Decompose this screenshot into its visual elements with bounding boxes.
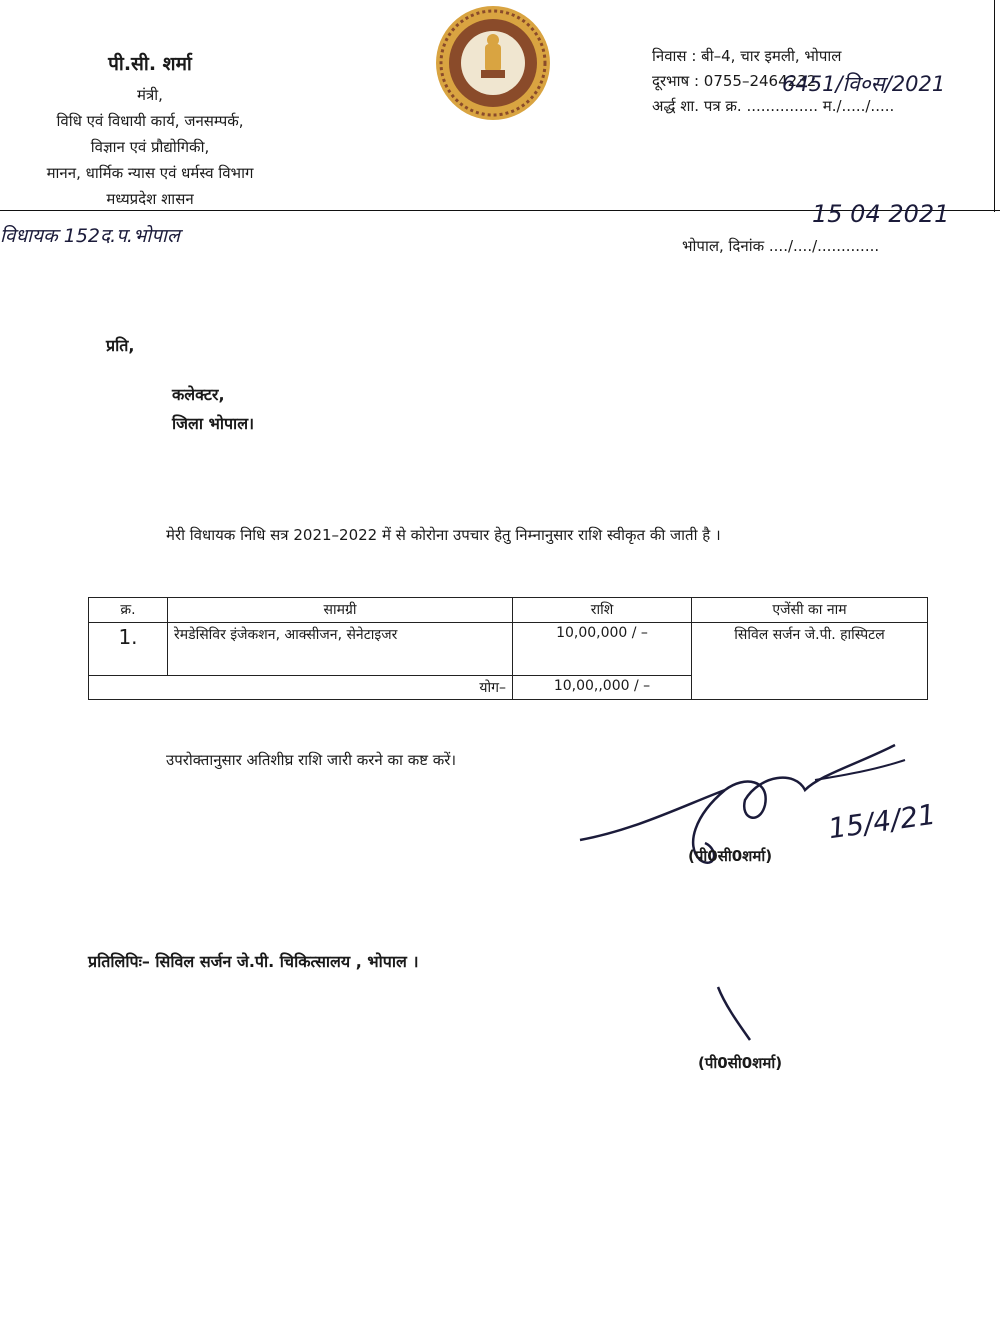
header-edge-line (994, 0, 995, 212)
body-paragraph: मेरी विधायक निधि सत्र 2021–2022 में से कोरोना उपचार हेतु निम्नानुसार राशि स्वीकृत की जाती है । (166, 526, 721, 544)
place-date: भोपाल, दिनांक ..../..../............. (682, 237, 880, 255)
header-sno: क्र. (89, 598, 168, 623)
handwritten-date: 15 04 2021 (812, 200, 950, 228)
row-sno: 1. (89, 623, 168, 676)
header-amount: राशि (513, 598, 692, 623)
sender-name: पी.सी. शर्मा (108, 53, 192, 75)
sender-block (0, 50, 300, 212)
recipient-prefix: प्रति, (106, 336, 135, 355)
signatory-name: (पी0सी0शर्मा) (688, 847, 773, 865)
copy-signatory-name: (पी0सी0शर्मा) (698, 1054, 783, 1072)
request-line: उपरोक्तानुसार अतिशीघ्र राशि जारी करने का कष्ट करें। (166, 751, 457, 769)
header-item: सामग्री (168, 598, 513, 623)
copy-to-line: प्रतिलिपिः– सिविल सर्जन जे.पी. चिकित्सालय , भोपाल । (88, 952, 419, 971)
row-agency: सिविल सर्जन जे.पी. हास्पिटल (692, 623, 928, 700)
sanction-table (88, 597, 928, 700)
state-emblem-icon (433, 4, 553, 122)
signature-date: 15/4/21 (826, 797, 938, 846)
header-agency: एजेंसी का नाम (692, 598, 928, 623)
designation-line-3: विज्ञान एवं प्रौद्योगिकी, (90, 138, 210, 156)
designation-line-1: मंत्री, (137, 86, 163, 104)
designation-line-4: मानन, धार्मिक न्यास एवं धर्मस्व विभाग (46, 164, 254, 182)
row-item: रेमडेसिविर इंजेकशन, आक्सीजन, सेनेटाइजर (168, 623, 513, 676)
total-label: योग– (89, 676, 513, 700)
phone-line: दूरभाष : 0755–2464232 (652, 72, 817, 90)
recipient-address (172, 380, 254, 438)
designation-line-5: मध्यप्रदेश शासन (106, 190, 194, 208)
residence-line: निवास : बी–4, चार इमली, भोपाल (652, 47, 842, 65)
designation-line-2: विधि एवं विधायी कार्य, जनसम्पर्क, (56, 112, 244, 130)
letter-no-line: अर्द्ध शा. पत्र क्र. ............... म./...../..... (652, 97, 895, 115)
table-header-row (89, 598, 928, 623)
row-amount: 10,00,000 / – (513, 623, 692, 676)
handwritten-ref-no: 6451/वि०स/2021 (782, 72, 946, 96)
table-row (89, 623, 928, 676)
recipient-line-2: जिला भोपाल। (172, 414, 255, 433)
recipient-line-1: कलेक्टर, (172, 385, 225, 404)
total-amount: 10,00,,000 / – (513, 676, 692, 700)
office-ref: विधायक 152द.प.भोपाल (0, 225, 180, 247)
initial-mark (700, 985, 760, 1045)
